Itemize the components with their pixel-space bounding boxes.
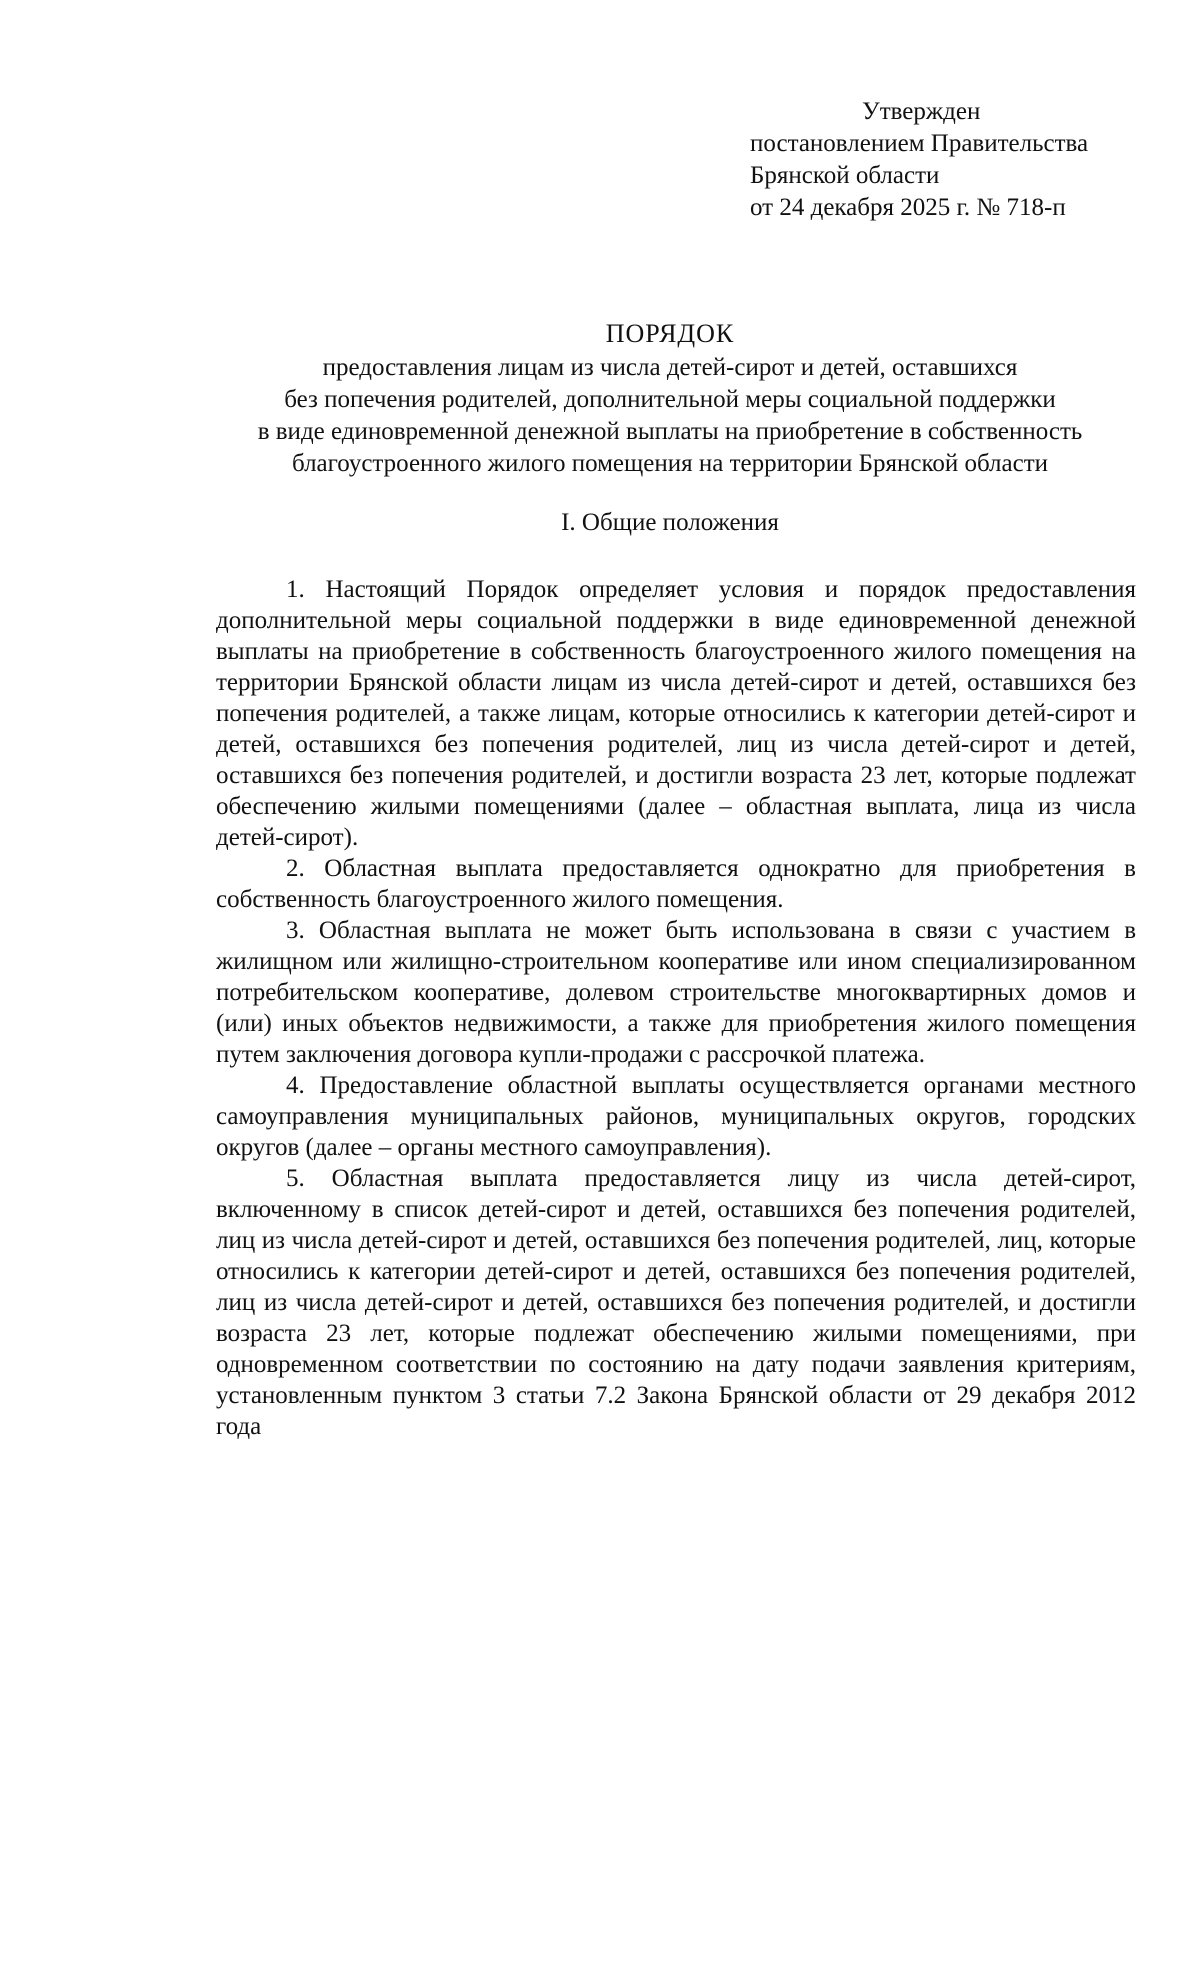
document-subtitle-line: предоставления лицам из числа детей-сирот и детей, оставшихся (322, 354, 1018, 381)
document-subtitle-line: в виде единовременной денежной выплаты на приобретение в собственность (257, 418, 1083, 445)
paragraph-3: 3. Областная выплата не может быть использована в связи с участием в жилищном или жилищно-строительном кооперативе или ином специализированном потребительском кооперативе, долевом строительстве многоквартирных домов и (или) иных объектов недвижимости, а также для приобретения жилого помещения путем заключения договора купли-продажи с рассрочкой платежа. (216, 917, 1136, 1068)
section-heading: I. Общие положения (561, 509, 779, 536)
document-subtitle-line: благоустроенного жилого помещения на территории Брянской области (291, 450, 1049, 477)
approval-line-date-number: от 24 декабря 2025 г. № 718-п (750, 194, 1066, 221)
approval-line-approved: Утвержден (862, 98, 981, 125)
approval-line-region: Брянской области (750, 162, 940, 189)
approval-stamp (750, 96, 1150, 224)
paragraph-4: 4. Предоставление областной выплаты осуществляется органами местного самоуправления муниципальных районов, муниципальных округов, городских округов (далее – органы местного самоуправления). (216, 1072, 1136, 1161)
paragraph-2: 2. Областная выплата предоставляется однократно для приобретения в собственность благоустроенного жилого помещения. (216, 855, 1136, 913)
document-title-block (160, 318, 1180, 480)
document-body (216, 574, 1136, 1442)
paragraph-5: 5. Областная выплата предоставляется лицу из числа детей-сирот, включенному в список детей-сирот и детей, оставшихся без попечения родителей, лиц из числа детей-сирот и детей, оставшихся без попечения родителей, лиц, которые относились к категории детей-сирот и детей, оставшихся без попечения родителей, лиц из числа детей-сирот и детей, оставшихся без попечения родителей, и достигли возраста 23 лет, которые подлежат обеспечению жилыми помещениями, при одновременном соответствии по состоянию на дату подачи заявления критериям, установленным пунктом 3 статьи 7.2 Закона Брянской области от 29 декабря 2012 года (216, 1165, 1136, 1440)
approval-line-resolution: постановлением Правительства (750, 130, 1089, 157)
document-subtitle-line: без попечения родителей, дополнительной меры социальной поддержки (284, 386, 1056, 413)
document-title: ПОРЯДОК (605, 319, 735, 348)
paragraph-1: 1. Настоящий Порядок определяет условия и порядок предоставления дополнительной меры социальной поддержки в виде единовременной денежной выплаты на приобретение в собственность благоустроенного жилого помещения на территории Брянской области лицам из числа детей-сирот и детей, оставшихся без попечения родителей, а также лицам, которые относились к категории детей-сирот и детей, оставшихся без попечения родителей, лиц из числа детей-сирот и детей, оставшихся без попечения родителей, и достигли возраста 23 лет, которые подлежат обеспечению жилыми помещениями (далее – областная выплата, лица из числа детей-сирот). (216, 576, 1136, 851)
